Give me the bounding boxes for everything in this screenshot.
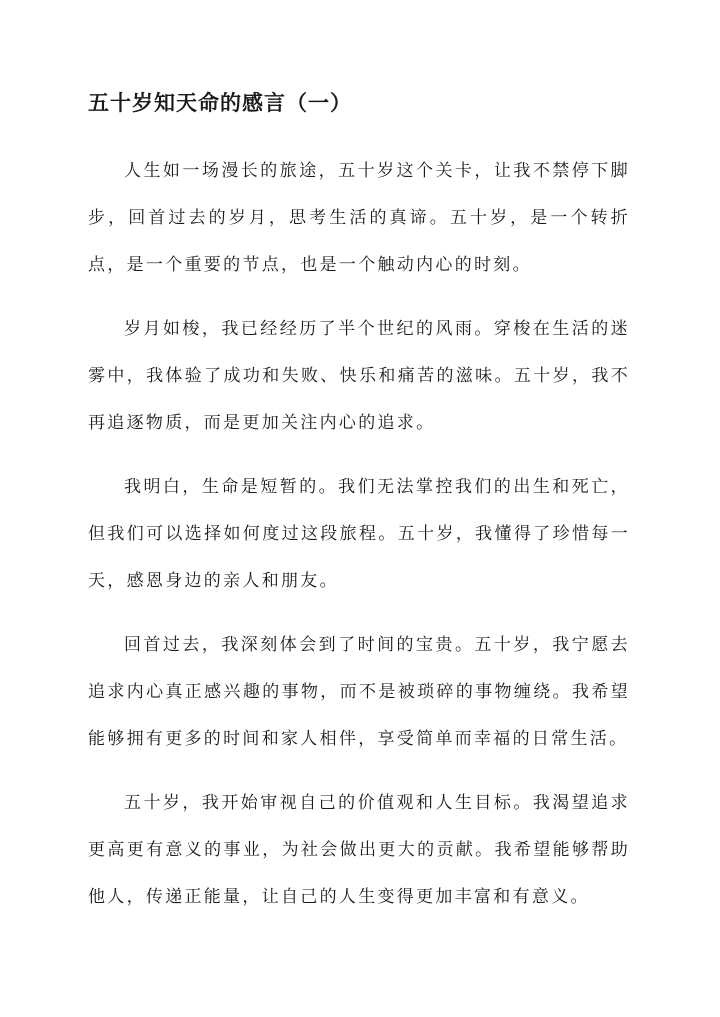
- paragraph-2: 岁月如梭，我已经经历了半个世纪的风雨。穿梭在生活的迷雾中，我体验了成功和失败、快乐和痛苦的滋味。五十岁，我不再追逐物质，而是更加关注内心的追求。: [88, 319, 630, 433]
- document-title: 五十岁知天命的感言（一）: [88, 90, 352, 115]
- paragraph-3: 我明白，生命是短暂的。我们无法掌控我们的出生和死亡，但我们可以选择如何度过这段旅程。五十岁，我懂得了珍惜每一天，感恩身边的亲人和朋友。: [88, 477, 630, 591]
- paragraph-5: 五十岁，我开始审视自己的价值观和人生目标。我渴望追求更高更有意义的事业，为社会做出更大的贡献。我希望能够帮助他人，传递正能量，让自己的人生变得更加丰富和有意义。: [88, 793, 630, 907]
- paragraph-4: 回首过去，我深刻体会到了时间的宝贵。五十岁，我宁愿去追求内心真正感兴趣的事物，而不是被琐碎的事物缠绕。我希望能够拥有更多的时间和家人相伴，享受简单而幸福的日常生活。: [88, 635, 630, 749]
- paragraph-1: 人生如一场漫长的旅途，五十岁这个关卡，让我不禁停下脚步，回首过去的岁月，思考生活的真谛。五十岁，是一个转折点，是一个重要的节点，也是一个触动内心的时刻。: [88, 161, 630, 275]
